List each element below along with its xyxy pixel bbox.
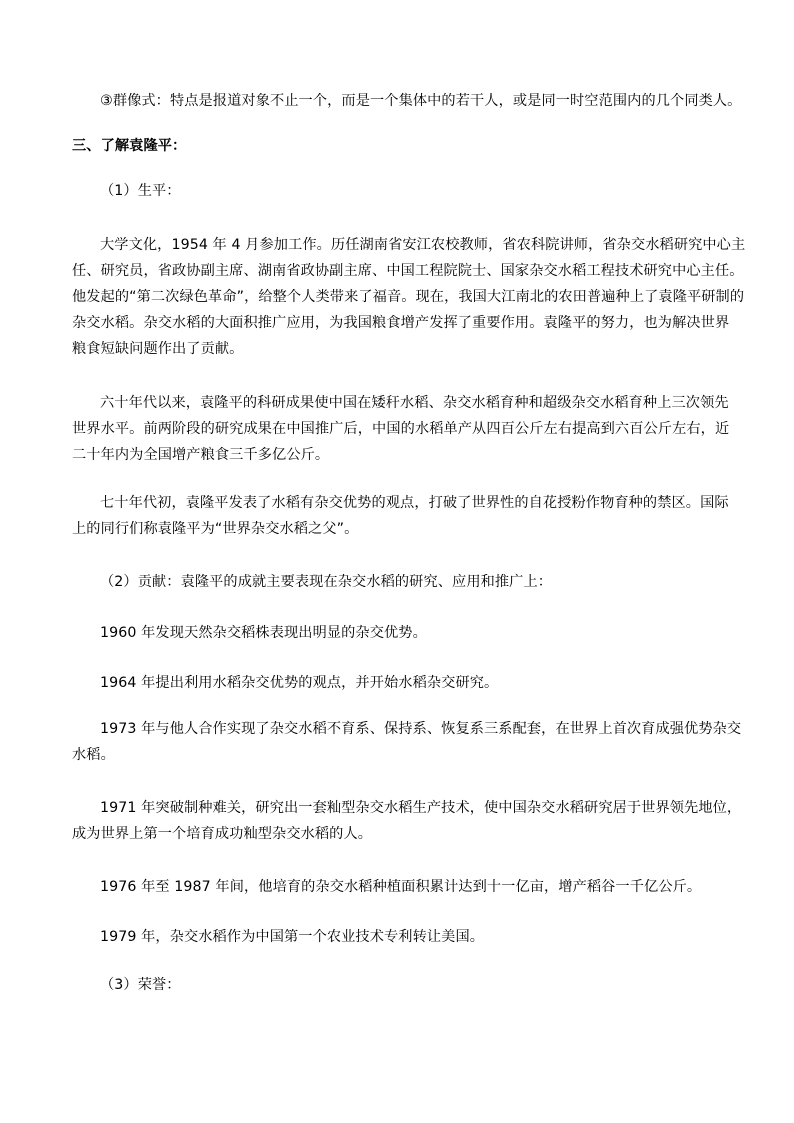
contribution-1973 bbox=[72, 716, 744, 768]
text-line: 他发起的“第二次绿色革命”，给整个人类带来了福音。现在，我国大江南北的农田普遍种上了袁隆平研制的 bbox=[72, 289, 745, 305]
contribution-1960: 1960 年发现天然杂交稻株表现出明显的杂交优势。 bbox=[100, 625, 427, 641]
text-line: 任、研究员，省政协副主席、湖南省政协副主席、中国工程院院士、国家杂交水稻工程技术研究中心主任。 bbox=[72, 263, 744, 279]
contribution-1964: 1964 年提出利用水稻杂交优势的观点，并开始水稻杂交研究。 bbox=[100, 675, 499, 691]
paragraph-sixties bbox=[72, 390, 744, 468]
text-line: 成为世界上第一个培育成功籼型杂交水稻的人。 bbox=[72, 826, 373, 842]
text-line: 七十年代初，袁隆平发表了水稻有杂交优势的观点，打破了世界性的自花授粉作物育种的禁区。国际 bbox=[100, 495, 729, 511]
text-line: 粮食短缺问题作出了贡献。 bbox=[72, 341, 244, 357]
subsection-title-honors: （3）荣誉： bbox=[100, 977, 181, 993]
contribution-1979: 1979 年，杂交水稻作为中国第一个农业技术专利转让美国。 bbox=[100, 929, 485, 945]
paragraph-seventies bbox=[72, 490, 744, 542]
text-line: 上的同行们称袁隆平为“世界杂交水稻之父”。 bbox=[72, 521, 359, 537]
subsection-title-biography: （1）生平： bbox=[100, 183, 181, 199]
text-line: 大学文化，1954 年 4 月参加工作。历任湖南省安江农校教师，省农科院讲师，省杂交水稻研究中心主 bbox=[100, 237, 746, 253]
text-line: 1973 年与他人合作实现了杂交水稻不育系、保持系、恢复系三系配套，在世界上首次育成强优势杂交 bbox=[100, 721, 742, 737]
contribution-1976: 1976 年至 1987 年间，他培育的杂交水稻种植面积累计达到十一亿亩，增产稻谷一千亿公斤。 bbox=[100, 879, 702, 895]
text-line: 水稻。 bbox=[72, 747, 115, 763]
text-line: 六十年代以来，袁隆平的科研成果使中国在矮秆水稻、杂交水稻育种和超级杂交水稻育种上三次领先 bbox=[100, 395, 729, 411]
paragraph-group-portrait: ③群像式：特点是报道对象不止一个，而是一个集体中的若干人，或是同一时空范围内的几个同类人。 bbox=[100, 93, 742, 109]
paragraph-biography bbox=[72, 232, 744, 362]
contribution-1971 bbox=[72, 795, 744, 847]
text-line: 世界水平。前两阶段的研究成果在中国推广后，中国的水稻单产从四百公斤左右提高到六百公斤左右，近 bbox=[72, 421, 730, 437]
text-line: 杂交水稻。杂交水稻的大面积推广应用，为我国粮食增产发挥了重要作用。袁隆平的努力，也为解决世界 bbox=[72, 315, 730, 331]
text-line: 二十年内为全国增产粮食三千多亿公斤。 bbox=[72, 447, 330, 463]
text-line: 1971 年突破制种难关，研究出一套籼型杂交水稻生产技术，使中国杂交水稻研究居于世界领先地位， bbox=[100, 800, 742, 816]
subsection-title-contribution: （2）贡献：袁隆平的成就主要表现在杂交水稻的研究、应用和推广上： bbox=[100, 574, 553, 590]
section-title-learn-yuan-longping: 三、了解袁隆平： bbox=[72, 138, 187, 154]
